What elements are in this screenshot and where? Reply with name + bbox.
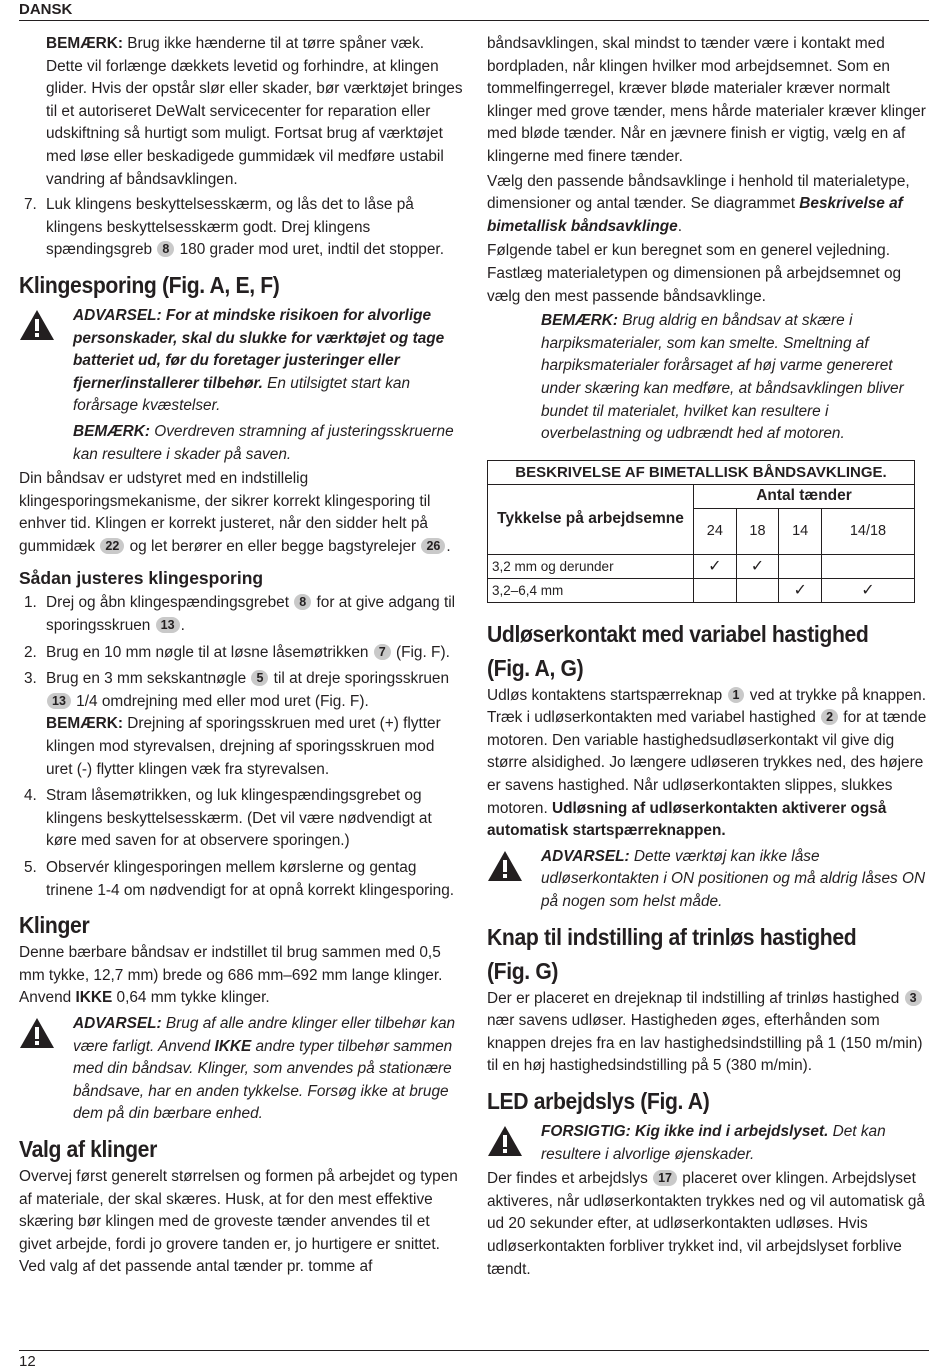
table-title: BESKRIVELSE AF BIMETALLISK BÅNDSAVKLINGE. bbox=[488, 460, 915, 484]
section-heading: Klinger bbox=[19, 912, 90, 939]
list-item: 3. Brug en 3 mm sekskantnøgle 5 til at dreje sporingsskruen 13 1/4 omdrejning med eller mod uret (Fig. F). BEMÆRK: Drejning af sporingsskruen med uret (+) flytter klingen mod styrevalsen, drejning af sporingsskruen mod uret (-) flytter klingen væk fra styrevalsen. bbox=[24, 670, 450, 778]
warning-icon bbox=[19, 1017, 55, 1049]
warning-icon bbox=[487, 850, 523, 882]
warning-block: ADVARSEL: For at mindske risikoen for alvorlige personskader, skal du slukke for værktøjet og tage batteriet ud, før du foretager justeringer eller fjerner/installerer tilbehør. En utilsigtet start kan forårsage kvæstelser. BEMÆRK: Overdreven stramning af justeringsskruerne kan resultere i skader på saven. bbox=[19, 305, 464, 466]
callout-badge: 17 bbox=[653, 1170, 677, 1186]
check-icon: ✓ bbox=[694, 554, 737, 578]
note-paragraph: BEMÆRK: Brug ikke hænderne til at tørre spåner væk. Dette vil forlænge dækkets levetid og forhindre, at klingen glider. Hvis der opstår slør eller skader, bør værktøjet bringes til et autoriseret DeWalt servicecenter for reparation eller udskiftning så hurtigt som muligt. Fortsat brug af værktøjet med løse eller beskadigede gummidæk vil medføre ustabil vandring af båndsavklingen. bbox=[46, 35, 463, 188]
section-heading: Knap til indstilling af trinløs hastighed (Fig. G) bbox=[487, 923, 857, 984]
section-label: DANSK bbox=[19, 1, 73, 18]
section-heading: LED arbejdslys (Fig. A) bbox=[487, 1088, 710, 1114]
body-paragraph: Din båndsav er udstyret med en indstillelig klingesporingsmekanisme, der sikrer korrekt klingesporing til enhver tid. Klingen er korrekt justeret, når den sidder helt på gummidæk 22 og let berører en eller begge bagstyrelejer 26 . bbox=[19, 470, 451, 555]
subsection-heading: Sådan justeres klingesporing bbox=[19, 568, 264, 589]
table-row: 3,2–6,4 mm ✓ ✓ bbox=[488, 578, 915, 602]
callout-badge: 3 bbox=[905, 990, 922, 1006]
check-icon: ✓ bbox=[779, 578, 822, 602]
right-column bbox=[487, 33, 932, 1283]
section-heading: Klingesporing (Fig. A, E, F) bbox=[19, 271, 280, 298]
callout-badge: 8 bbox=[157, 241, 174, 257]
check-icon: ✓ bbox=[736, 554, 779, 578]
list-item: 2. Brug en 10 mm nøgle til at løsne låsemøtrikken 7 (Fig. F). bbox=[24, 643, 450, 661]
callout-badge: 1 bbox=[728, 687, 745, 703]
callout-badge: 13 bbox=[47, 693, 71, 709]
body-paragraph: Denne bærbare båndsav er indstillet til brug sammen med 0,5 mm tykke, 12,7 mm) brede og 686 mm–692 mm lange klinger. Anvend IKKE 0,64 mm tykke klinger. bbox=[19, 944, 443, 1007]
step-list bbox=[19, 194, 464, 262]
body-paragraph: båndsavklingen, skal mindst to tænder være i kontakt med bordpladen, når klingen hvilker mod arbejdsemnet. Som en tommelfingerregel, kræver bløde materialer kræver normalt klinger med grove tænder, mens hårde materialer kræver klinger med bløde tænder. Når en jævnere finish er vigtig, vælg en af klingerne med finere tænder. bbox=[487, 35, 926, 165]
body-paragraph: Overvej først generelt størrelsen og formen på arbejdet og typen af materiale, der skal skæres. Husk, at for den mest effektive skæring bør klingen med de groveste tænder anvendes til et givet arbejde, fordi jo grovere tanden er, jo hurtigere er snittet. Ved valg af det passende antal tænder pr. tomme af bbox=[19, 1167, 458, 1276]
step-list bbox=[19, 592, 464, 902]
table-header: Antal tænder bbox=[694, 484, 915, 508]
list-item: 5. Observér klingesporingen mellem kørslerne og gentag trinene 1-4 om nødvendigt for at opnå korrekt klingesporing. bbox=[24, 859, 455, 899]
table-header: 18 bbox=[736, 508, 779, 554]
body-paragraph: Udløs kontaktens startspærreknap 1 ved at trykke på knappen. Træk i udløserkontakten med variabel hastighed 2 for at tænde motoren. Den variable hastighedsudløserkontakt vil give dig større alsidighed. Jo længere udløseren trykkes ned, des højere er savens hastighed. Når udløserkontakten slippes, slukkes motoren. Udløsning af udløserkontakten aktiverer også automatisk startspærreknappen. bbox=[487, 686, 927, 840]
callout-badge: 7 bbox=[374, 644, 391, 660]
warning-block: ADVARSEL: Dette værktøj kan ikke låse udløserkontakten i ON positionen og må aldrig låses ON på nogen som helst måde. bbox=[487, 846, 932, 914]
page-number: 12 bbox=[19, 1353, 36, 1369]
note-paragraph: BEMÆRK: Brug aldrig en båndsav at skære i harpiksmaterialer, som kan smelte. Smeltning af harpiksmaterialer forårsaget af høj varme genereret under skæring kan medføre, at båndsavklingen bliver bundet til materialet, hvilket kan resultere i overbelastning og udbrændt hed af motoren. bbox=[541, 312, 904, 443]
list-item: 7. Luk klingens beskyttelsesskærm, og lås det to låse på klingens beskyttelsesskærm godt. Drej klingens spændingsgreb 8 180 grader mod uret, indtil det stopper. bbox=[24, 196, 444, 259]
section-heading: Udløserkontakt med variabel hastighed (Fig. A, G) bbox=[487, 620, 869, 681]
left-column bbox=[19, 33, 464, 1281]
footer-rule bbox=[19, 1350, 929, 1351]
list-item: 4. Stram låsemøtrikken, og luk klingespændingsgrebet og klingens beskyttelsesskærm. (Det vil være nødvendigt at køre med saven for at observere sporingen.) bbox=[24, 787, 432, 850]
list-item: 1. Drej og åbn klingespændingsgrebet 8 for at give adgang til sporingsskruen 13 . bbox=[24, 594, 456, 635]
body-paragraph: Der er placeret en drejeknap til indstilling af trinløs hastighed 3 nær savens udløser. Hastigheden øges, efterhånden som knappen drejes fra en lav hastighedsindstilling på 1 (150 m/min) til en høj hastighedsindstilling på 5 (380 m/min). bbox=[487, 989, 923, 1075]
warning-block: ADVARSEL: Brug af alle andre klinger eller tilbehør kan være farligt. Anvend IKKE andre typer tilbehør sammen med din båndsav. Klinger, som anvendes på stationære båndsave, har en anden tykkelse. Forsøg ikke at bruge dem på din bærbare enhed. bbox=[19, 1013, 464, 1126]
callout-badge: 8 bbox=[294, 594, 311, 610]
table-row: 3,2 mm og derunder ✓ ✓ bbox=[488, 554, 915, 578]
caution-block: FORSIGTIG: Kig ikke ind i arbejdslyset. Det kan resultere i alvorlige øjenskader. bbox=[487, 1121, 932, 1166]
warning-icon bbox=[487, 1125, 523, 1157]
callout-badge: 13 bbox=[156, 617, 180, 633]
page-header bbox=[19, 0, 929, 21]
table-header: 14/18 bbox=[821, 508, 914, 554]
table-header: 24 bbox=[694, 508, 737, 554]
check-icon: ✓ bbox=[821, 578, 914, 602]
warning-icon bbox=[19, 309, 55, 341]
body-paragraph: Følgende tabel er kun beregnet som en generel vejledning. Fastlæg materialetypen og dimensionen på arbejdsemnet og vælg den mest passende båndsavklinge. bbox=[487, 242, 902, 305]
callout-badge: 26 bbox=[421, 538, 445, 554]
section-heading: Valg af klinger bbox=[19, 1135, 157, 1162]
table-header: Tykkelse på arbejdsemne bbox=[488, 484, 694, 554]
callout-badge: 22 bbox=[100, 538, 124, 554]
callout-badge: 5 bbox=[251, 670, 268, 686]
blade-table bbox=[487, 460, 915, 603]
body-paragraph: Vælg den passende båndsavklinge i henhold til materialetype, dimensioner og antal tænder. Se diagrammet Beskrivelse af bimetallisk båndsavklinge. bbox=[487, 172, 910, 235]
callout-badge: 2 bbox=[821, 709, 838, 725]
body-paragraph: Der findes et arbejdslys 17 placeret over klingen. Arbejdslyset aktiveres, når udløserkontakten trykkes ned og vil automatisk gå ud 20 sekunder efter, at udløserkontakten udløses. Hvis udløserkontakten forbliver trykket ind, vil arbejdslyset forblive tændt. bbox=[487, 1170, 925, 1278]
table-header: 14 bbox=[779, 508, 822, 554]
